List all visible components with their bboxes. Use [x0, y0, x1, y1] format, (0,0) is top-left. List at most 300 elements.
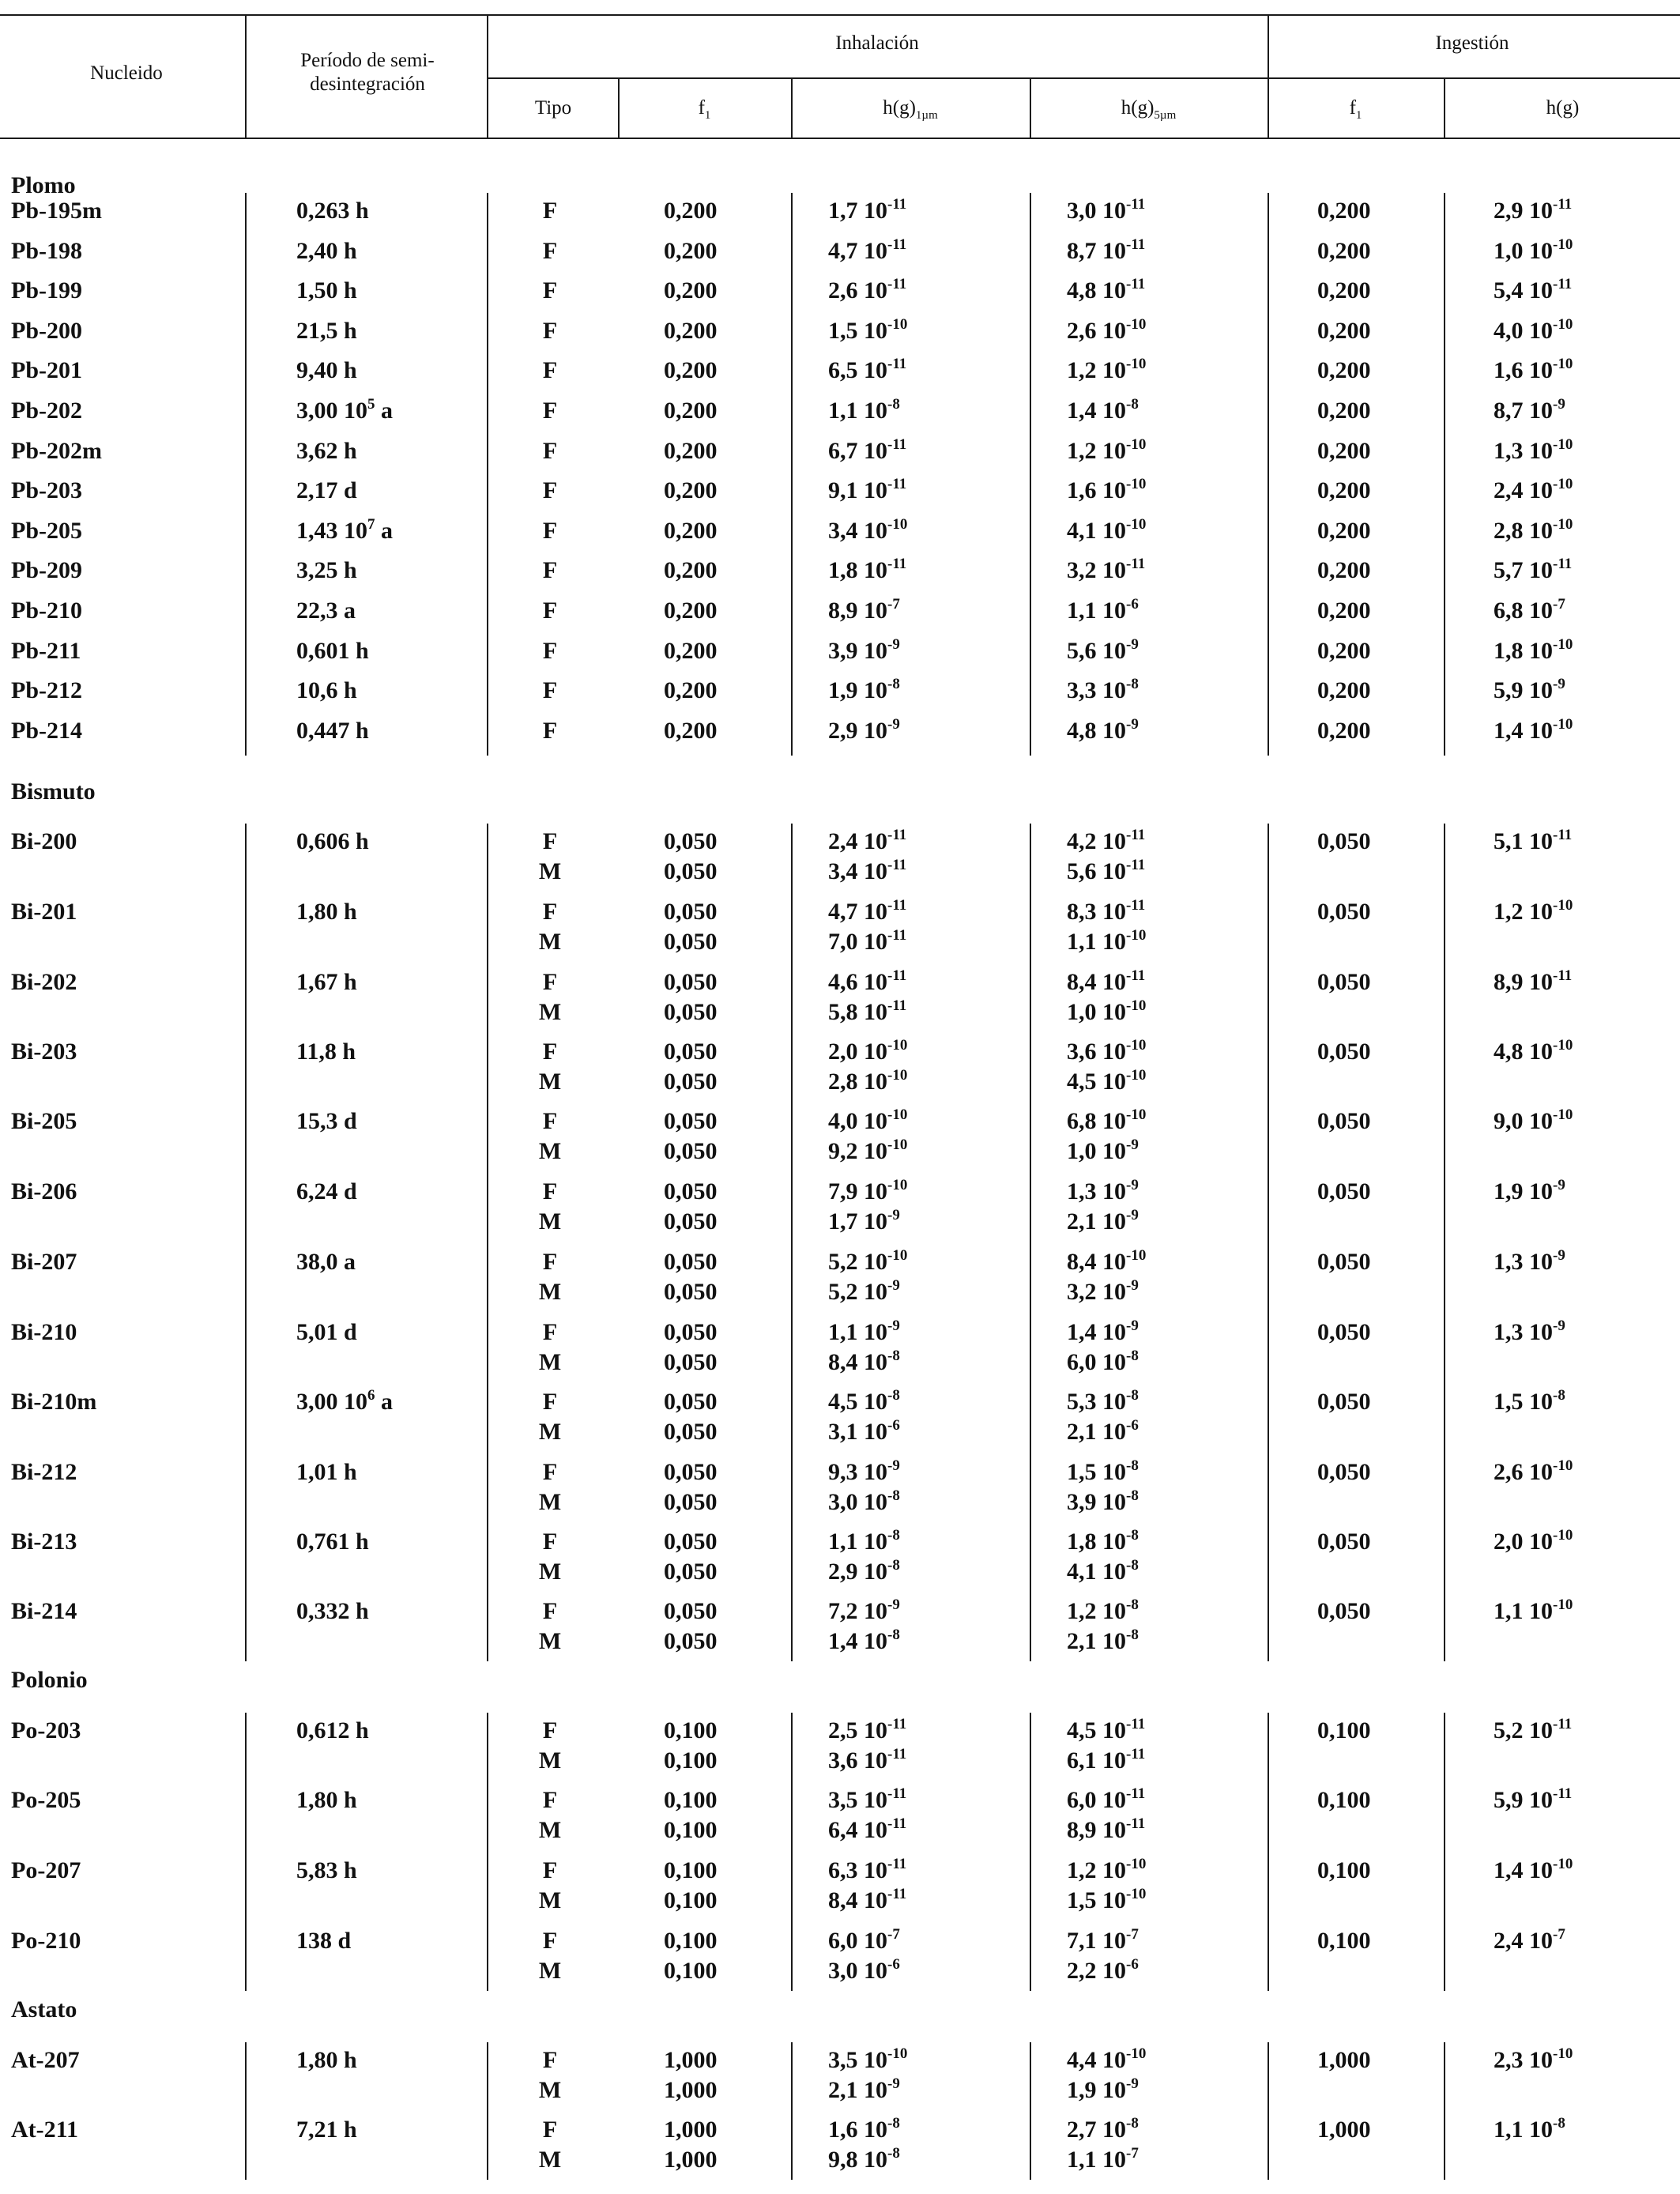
- half-life: 0,263 h: [296, 198, 369, 224]
- inhalation-h-5um: 6,1 $10^{-11}$: [1067, 1746, 1146, 1774]
- ingestion-h: 4,8 $10^{-10}$: [1494, 1037, 1573, 1065]
- absorption-type: F: [542, 2047, 558, 2073]
- absorption-type: F: [542, 1178, 558, 1204]
- ingestion-h: 1,5 $10^{-8}$: [1494, 1387, 1565, 1415]
- inhalation-h-5um: 2,6 $10^{-10}$: [1067, 316, 1147, 344]
- inhalation-h-5um: 8,7 $10^{-11}$: [1067, 236, 1146, 264]
- half-life: 21,5 h: [296, 318, 357, 344]
- nuclide-name: Pb-200: [11, 318, 82, 344]
- ingestion-h: 9,0 $10^{-10}$: [1494, 1106, 1573, 1134]
- column-rule: [1268, 824, 1269, 1661]
- absorption-type: F: [542, 277, 558, 303]
- inhalation-h-1um: 8,9 $10^{-7}$: [828, 596, 900, 624]
- inhalation-h-1um: 3,9 $10^{-9}$: [828, 636, 900, 664]
- ingestion-h: 1,3 $10^{-9}$: [1494, 1318, 1565, 1345]
- half-life: 3,25 h: [296, 557, 357, 583]
- ingestion-h: 1,3 $10^{-9}$: [1494, 1247, 1565, 1275]
- inhalation-h-5um: 8,4 $10^{-10}$: [1067, 1247, 1147, 1275]
- inhalation-f1: 0,050: [664, 1069, 718, 1095]
- nuclide-name: Bi-210m: [11, 1389, 97, 1415]
- inhalation-h-1um: 4,0 $10^{-10}$: [828, 1106, 908, 1134]
- column-rule: [1268, 2042, 1269, 2180]
- inhalation-h-1um: 5,2 $10^{-9}$: [828, 1277, 900, 1305]
- absorption-type: F: [542, 828, 558, 854]
- absorption-type: M: [538, 1958, 562, 1984]
- inhalation-f1: 0,200: [664, 677, 718, 703]
- ingestion-f1: 0,200: [1317, 518, 1371, 544]
- nuclide-name: Bi-206: [11, 1178, 77, 1204]
- nuclide-name: Po-210: [11, 1928, 81, 1954]
- header-f1: $f_1$: [698, 97, 711, 122]
- absorption-type: M: [538, 1628, 562, 1654]
- inhalation-h-1um: 9,2 $10^{-10}$: [828, 1137, 908, 1164]
- inhalation-h-1um: 1,1 $10^{-9}$: [828, 1318, 900, 1345]
- ingestion-h: 5,7 $10^{-11}$: [1494, 556, 1573, 583]
- inhalation-h-5um: 4,5 $10^{-11}$: [1067, 1716, 1146, 1744]
- absorption-type: M: [538, 1208, 562, 1235]
- ingestion-h: 2,8 $10^{-10}$: [1494, 516, 1573, 544]
- inhalation-f1: 0,200: [664, 557, 718, 583]
- ingestion-f1: 0,200: [1317, 477, 1371, 503]
- inhalation-h-5um: 7,1 $10^{-7}$: [1067, 1926, 1139, 1954]
- ingestion-f1: 0,050: [1317, 1598, 1371, 1624]
- header-vline: [245, 14, 247, 138]
- absorption-type: F: [542, 1108, 558, 1134]
- half-life: 1,01 h: [296, 1459, 357, 1485]
- inhalation-h-1um: 7,2 $10^{-9}$: [828, 1596, 900, 1624]
- ingestion-f1: 0,100: [1317, 1857, 1371, 1883]
- nuclide-name: Pb-205: [11, 518, 82, 544]
- inhalation-f1: 1,000: [664, 2077, 718, 2103]
- inhalation-f1: 1,000: [664, 2117, 718, 2143]
- column-rule: [487, 1713, 488, 1991]
- ingestion-f1: 0,050: [1317, 1178, 1371, 1204]
- header-h5um: $h(g)_{5\mu m}$: [1121, 97, 1177, 122]
- inhalation-f1: 0,050: [664, 929, 718, 955]
- half-life: 0,332 h: [296, 1598, 369, 1624]
- column-rule: [791, 824, 793, 1661]
- half-life: 138 d: [296, 1928, 352, 1954]
- ingestion-f1: 1,000: [1317, 2117, 1371, 2143]
- nuclide-name: Bi-207: [11, 1249, 77, 1275]
- nuclide-name: Pb-198: [11, 238, 82, 264]
- absorption-type: F: [542, 899, 558, 925]
- inhalation-h-1um: 4,7 $10^{-11}$: [828, 897, 907, 925]
- inhalation-h-1um: 1,8 $10^{-11}$: [828, 556, 907, 583]
- column-rule: [791, 193, 793, 756]
- absorption-type: M: [538, 999, 562, 1025]
- inhalation-h-1um: 2,9 $10^{-8}$: [828, 1557, 900, 1585]
- nuclide-name: Pb-212: [11, 677, 82, 703]
- ingestion-h: 5,9 $10^{-9}$: [1494, 676, 1565, 703]
- absorption-type: M: [538, 1489, 562, 1515]
- inhalation-h-1um: 1,7 $10^{-11}$: [828, 196, 907, 224]
- ingestion-f1: 0,200: [1317, 438, 1371, 464]
- absorption-type: F: [542, 238, 558, 264]
- inhalation-h-1um: 5,8 $10^{-11}$: [828, 997, 907, 1025]
- inhalation-f1: 0,050: [664, 1389, 718, 1415]
- ingestion-h: 2,9 $10^{-11}$: [1494, 196, 1573, 224]
- absorption-type: F: [542, 2117, 558, 2143]
- ingestion-h: 1,6 $10^{-10}$: [1494, 356, 1573, 383]
- half-life: 0,601 h: [296, 638, 369, 664]
- absorption-type: F: [542, 518, 558, 544]
- ingestion-f1: 0,200: [1317, 238, 1371, 264]
- half-life: 2,40 h: [296, 238, 357, 264]
- column-rule: [1030, 2042, 1031, 2180]
- inhalation-h-1um: 9,1 $10^{-11}$: [828, 476, 907, 503]
- ingestion-f1: 0,200: [1317, 357, 1371, 383]
- inhalation-h-1um: 1,4 $10^{-8}$: [828, 1627, 900, 1654]
- ingestion-h: 1,4 $10^{-10}$: [1494, 1856, 1573, 1883]
- inhalation-h-1um: 6,0 $10^{-7}$: [828, 1926, 900, 1954]
- ingestion-f1: 1,000: [1317, 2047, 1371, 2073]
- inhalation-f1: 0,050: [664, 1628, 718, 1654]
- nuclide-name: Pb-214: [11, 718, 82, 744]
- inhalation-f1: 0,050: [664, 1108, 718, 1134]
- nuclide-name: Bi-201: [11, 899, 77, 925]
- inhalation-h-1um: 2,1 $10^{-9}$: [828, 2075, 900, 2103]
- nuclide-name: Bi-213: [11, 1529, 77, 1555]
- inhalation-h-1um: 3,5 $10^{-11}$: [828, 1785, 907, 1813]
- absorption-type: M: [538, 1559, 562, 1585]
- absorption-type: F: [542, 357, 558, 383]
- absorption-type: F: [542, 198, 558, 224]
- inhalation-f1: 0,200: [664, 198, 718, 224]
- inhalation-f1: 0,100: [664, 1747, 718, 1774]
- inhalation-f1: 1,000: [664, 2147, 718, 2173]
- column-rule: [245, 193, 247, 756]
- inhalation-h-5um: 1,5 $10^{-8}$: [1067, 1457, 1139, 1485]
- nuclide-name: Pb-201: [11, 357, 82, 383]
- ingestion-h: 1,1 $10^{-8}$: [1494, 2115, 1565, 2143]
- inhalation-f1: 0,050: [664, 969, 718, 995]
- inhalation-h-1um: 1,6 $10^{-8}$: [828, 2115, 900, 2143]
- inhalation-h-1um: 8,4 $10^{-8}$: [828, 1348, 900, 1375]
- half-life: 3,62 h: [296, 438, 357, 464]
- inhalation-h-1um: 1,1 $10^{-8}$: [828, 396, 900, 424]
- inhalation-h-1um: 3,0 $10^{-6}$: [828, 1956, 900, 1984]
- half-life: 6,24 d: [296, 1178, 357, 1204]
- ingestion-h: 1,1 $10^{-10}$: [1494, 1596, 1573, 1624]
- header-h1um: $h(g)_{1\mu m}$: [883, 97, 938, 122]
- inhalation-f1: 0,100: [664, 1717, 718, 1744]
- absorption-type: F: [542, 1529, 558, 1555]
- inhalation-h-5um: 8,9 $10^{-11}$: [1067, 1815, 1146, 1843]
- inhalation-h-1um: 3,6 $10^{-11}$: [828, 1746, 907, 1774]
- nuclide-name: Pb-210: [11, 598, 82, 624]
- inhalation-h-5um: 1,5 $10^{-10}$: [1067, 1886, 1147, 1913]
- inhalation-f1: 0,100: [664, 1857, 718, 1883]
- ingestion-f1: 0,200: [1317, 718, 1371, 744]
- half-life: 1,67 h: [296, 969, 357, 995]
- ingestion-f1: 0,200: [1317, 677, 1371, 703]
- header-vline: [487, 14, 488, 138]
- inhalation-f1: 0,050: [664, 1178, 718, 1204]
- nuclide-name: Bi-214: [11, 1598, 77, 1624]
- ingestion-f1: 0,050: [1317, 1249, 1371, 1275]
- inhalation-f1: 0,050: [664, 1039, 718, 1065]
- ingestion-h: 1,8 $10^{-10}$: [1494, 636, 1573, 664]
- column-rule: [1444, 824, 1445, 1661]
- inhalation-h-1um: 7,9 $10^{-10}$: [828, 1177, 908, 1204]
- inhalation-h-5um: 3,2 $10^{-11}$: [1067, 556, 1146, 583]
- column-rule: [487, 193, 488, 756]
- inhalation-h-5um: 1,9 $10^{-9}$: [1067, 2075, 1139, 2103]
- nuclide-name: Pb-209: [11, 557, 82, 583]
- absorption-type: F: [542, 677, 558, 703]
- ingestion-h: 4,0 $10^{-10}$: [1494, 316, 1573, 344]
- inhalation-h-5um: 1,3 $10^{-9}$: [1067, 1177, 1139, 1204]
- half-life: 11,8 h: [296, 1039, 356, 1065]
- ingestion-f1: 0,200: [1317, 557, 1371, 583]
- inhalation-h-1um: 2,4 $10^{-11}$: [828, 827, 907, 854]
- column-rule: [1268, 1713, 1269, 1991]
- inhalation-h-1um: 6,7 $10^{-11}$: [828, 436, 907, 464]
- ingestion-h: 1,9 $10^{-9}$: [1494, 1177, 1565, 1204]
- column-rule: [1444, 193, 1445, 756]
- absorption-type: M: [538, 2077, 562, 2103]
- inhalation-h-5um: 5,6 $10^{-11}$: [1067, 857, 1146, 884]
- inhalation-h-5um: 8,3 $10^{-11}$: [1067, 897, 1146, 925]
- inhalation-h-5um: 1,2 $10^{-10}$: [1067, 1856, 1147, 1883]
- nuclide-name: Pb-202m: [11, 438, 102, 464]
- nuclide-name: Po-203: [11, 1717, 81, 1744]
- inhalation-h-1um: 1,1 $10^{-8}$: [828, 1527, 900, 1555]
- inhalation-h-1um: 4,5 $10^{-8}$: [828, 1387, 900, 1415]
- ingestion-h: 1,0 $10^{-10}$: [1494, 236, 1573, 264]
- absorption-type: F: [542, 1459, 558, 1485]
- inhalation-h-5um: 3,3 $10^{-8}$: [1067, 676, 1139, 703]
- ingestion-f1: 0,200: [1317, 277, 1371, 303]
- inhalation-h-5um: 1,0 $10^{-10}$: [1067, 997, 1147, 1025]
- group-heading: Bismuto: [11, 778, 96, 805]
- nuclide-name: Pb-202: [11, 398, 82, 424]
- inhalation-h-5um: 3,0 $10^{-11}$: [1067, 196, 1146, 224]
- inhalation-h-5um: 4,5 $10^{-10}$: [1067, 1067, 1147, 1095]
- nuclide-name: At-211: [11, 2117, 78, 2143]
- half-life: 1,80 h: [296, 2047, 357, 2073]
- nuclide-name: Bi-210: [11, 1319, 77, 1345]
- header-tipo: Tipo: [534, 97, 572, 119]
- inhalation-f1: 0,100: [664, 1787, 718, 1813]
- absorption-type: M: [538, 929, 562, 955]
- absorption-type: F: [542, 318, 558, 344]
- column-rule: [245, 824, 247, 1661]
- absorption-type: M: [538, 1279, 562, 1305]
- inhalation-h-5um: 1,2 $10^{-10}$: [1067, 356, 1147, 383]
- ingestion-h: 5,1 $10^{-11}$: [1494, 827, 1573, 854]
- absorption-type: F: [542, 969, 558, 995]
- nuclide-name: Pb-203: [11, 477, 82, 503]
- ingestion-h: 1,2 $10^{-10}$: [1494, 897, 1573, 925]
- inhalation-f1: 0,200: [664, 718, 718, 744]
- inhalation-h-5um: 4,8 $10^{-11}$: [1067, 276, 1146, 303]
- ingestion-f1: 0,100: [1317, 1928, 1371, 1954]
- inhalation-h-5um: 8,4 $10^{-11}$: [1067, 967, 1146, 995]
- inhalation-h-5um: 3,6 $10^{-10}$: [1067, 1037, 1147, 1065]
- group-heading: Polonio: [11, 1667, 88, 1693]
- inhalation-h-1um: 3,4 $10^{-11}$: [828, 857, 907, 884]
- ingestion-f1: 0,200: [1317, 638, 1371, 664]
- ingestion-h: 6,8 $10^{-7}$: [1494, 596, 1565, 624]
- inhalation-f1: 0,200: [664, 438, 718, 464]
- inhalation-h-5um: 1,2 $10^{-8}$: [1067, 1596, 1139, 1624]
- inhalation-h-1um: 4,6 $10^{-11}$: [828, 967, 907, 995]
- inhalation-h-5um: 4,1 $10^{-8}$: [1067, 1557, 1139, 1585]
- inhalation-f1: 0,050: [664, 1349, 718, 1375]
- inhalation-h-5um: 2,1 $10^{-9}$: [1067, 1207, 1139, 1235]
- inhalation-f1: 0,050: [664, 858, 718, 884]
- ingestion-f1: 0,050: [1317, 1108, 1371, 1134]
- ingestion-h: 2,4 $10^{-10}$: [1494, 476, 1573, 503]
- absorption-type: M: [538, 1817, 562, 1843]
- absorption-type: F: [542, 638, 558, 664]
- inhalation-f1: 0,050: [664, 828, 718, 854]
- inhalation-h-5um: 4,2 $10^{-11}$: [1067, 827, 1146, 854]
- inhalation-h-5um: 6,8 $10^{-10}$: [1067, 1106, 1147, 1134]
- half-life: 10,6 h: [296, 677, 357, 703]
- inhalation-h-1um: 7,0 $10^{-11}$: [828, 927, 907, 955]
- column-rule: [791, 1713, 793, 1991]
- inhalation-h-5um: 2,7 $10^{-8}$: [1067, 2115, 1139, 2143]
- ingestion-f1: 0,050: [1317, 1529, 1371, 1555]
- ingestion-f1: 0,050: [1317, 1459, 1371, 1485]
- column-rule: [245, 1713, 247, 1991]
- nuclide-name: Bi-203: [11, 1039, 77, 1065]
- nuclide-name: At-207: [11, 2047, 80, 2073]
- inhalation-f1: 1,000: [664, 2047, 718, 2073]
- inhalation-f1: 0,100: [664, 1817, 718, 1843]
- column-rule: [1268, 193, 1269, 756]
- half-life: 1,80 h: [296, 899, 357, 925]
- half-life: 15,3 d: [296, 1108, 357, 1134]
- group-heading: Astato: [11, 1996, 77, 2022]
- ingestion-f1: 0,200: [1317, 318, 1371, 344]
- half-life: 0,612 h: [296, 1717, 369, 1744]
- half-life: 1,80 h: [296, 1787, 357, 1813]
- ingestion-f1: 0,200: [1317, 598, 1371, 624]
- inhalation-h-1um: 2,9 $10^{-9}$: [828, 716, 900, 744]
- inhalation-h-5um: 5,6 $10^{-9}$: [1067, 636, 1139, 664]
- column-rule: [1030, 1713, 1031, 1991]
- inhalation-f1: 0,050: [664, 999, 718, 1025]
- inhalation-f1: 0,100: [664, 1928, 718, 1954]
- column-rule: [487, 2042, 488, 2180]
- absorption-type: M: [538, 1747, 562, 1774]
- column-rule: [1030, 193, 1031, 756]
- nuclide-name: Bi-212: [11, 1459, 77, 1485]
- absorption-type: F: [542, 718, 558, 744]
- absorption-type: F: [542, 1928, 558, 1954]
- inhalation-h-1um: 6,3 $10^{-11}$: [828, 1856, 907, 1883]
- absorption-type: F: [542, 1389, 558, 1415]
- inhalation-h-5um: 1,6 $10^{-10}$: [1067, 476, 1147, 503]
- inhalation-h-5um: 2,1 $10^{-8}$: [1067, 1627, 1139, 1654]
- inhalation-f1: 0,050: [664, 1138, 718, 1164]
- inhalation-f1: 0,050: [664, 1279, 718, 1305]
- inhalation-f1: 0,050: [664, 1459, 718, 1485]
- absorption-type: F: [542, 477, 558, 503]
- absorption-type: F: [542, 1598, 558, 1624]
- absorption-type: M: [538, 1887, 562, 1913]
- inhalation-h-1um: 1,7 $10^{-9}$: [828, 1207, 900, 1235]
- inhalation-h-1um: 2,0 $10^{-10}$: [828, 1037, 908, 1065]
- absorption-type: F: [542, 598, 558, 624]
- ingestion-h: 8,9 $10^{-11}$: [1494, 967, 1573, 995]
- inhalation-h-5um: 1,4 $10^{-9}$: [1067, 1318, 1139, 1345]
- column-rule: [1444, 2042, 1445, 2180]
- absorption-type: F: [542, 1717, 558, 1744]
- inhalation-h-1um: 1,5 $10^{-10}$: [828, 316, 908, 344]
- half-life: 38,0 a: [296, 1249, 356, 1275]
- inhalation-h-1um: 6,5 $10^{-11}$: [828, 356, 907, 383]
- half-life: 3,00 $10^6$ a: [296, 1387, 393, 1415]
- inhalation-h-1um: 5,2 $10^{-10}$: [828, 1247, 908, 1275]
- inhalation-h-1um: 1,9 $10^{-8}$: [828, 676, 900, 703]
- column-rule: [487, 824, 488, 1661]
- half-life: 2,17 d: [296, 477, 357, 503]
- ingestion-h: 2,3 $10^{-10}$: [1494, 2045, 1573, 2073]
- inhalation-h-1um: 9,8 $10^{-8}$: [828, 2145, 900, 2173]
- inhalation-f1: 0,050: [664, 1208, 718, 1235]
- inhalation-h-5um: 3,9 $10^{-8}$: [1067, 1487, 1139, 1515]
- half-life: 1,50 h: [296, 277, 357, 303]
- inhalation-h-1um: 2,8 $10^{-10}$: [828, 1067, 908, 1095]
- inhalation-f1: 0,050: [664, 1559, 718, 1585]
- inhalation-f1: 0,100: [664, 1887, 718, 1913]
- inhalation-h-5um: 1,8 $10^{-8}$: [1067, 1527, 1139, 1555]
- ingestion-f1: 0,050: [1317, 1039, 1371, 1065]
- column-rule: [791, 2042, 793, 2180]
- inhalation-f1: 0,100: [664, 1958, 718, 1984]
- ingestion-h: 2,6 $10^{-10}$: [1494, 1457, 1573, 1485]
- ingestion-h: 1,4 $10^{-10}$: [1494, 716, 1573, 744]
- ingestion-f1: 0,050: [1317, 828, 1371, 854]
- inhalation-h-1um: 4,7 $10^{-11}$: [828, 236, 907, 264]
- inhalation-h-1um: 3,1 $10^{-6}$: [828, 1417, 900, 1445]
- absorption-type: F: [542, 1249, 558, 1275]
- absorption-type: M: [538, 858, 562, 884]
- inhalation-h-5um: 4,1 $10^{-10}$: [1067, 516, 1147, 544]
- header-ingestion: Ingestión: [1435, 32, 1509, 54]
- nuclide-name: Bi-205: [11, 1108, 77, 1134]
- absorption-type: F: [542, 1319, 558, 1345]
- ingestion-f1: 0,050: [1317, 969, 1371, 995]
- table-top-rule: [0, 14, 1680, 16]
- half-life: 0,606 h: [296, 828, 369, 854]
- ingestion-f1: 0,050: [1317, 1389, 1371, 1415]
- inhalation-f1: 0,050: [664, 1489, 718, 1515]
- inhalation-f1: 0,200: [664, 357, 718, 383]
- inhalation-h-5um: 1,2 $10^{-10}$: [1067, 436, 1147, 464]
- column-rule: [1444, 1713, 1445, 1991]
- absorption-type: F: [542, 1787, 558, 1813]
- inhalation-h-1um: 3,4 $10^{-10}$: [828, 516, 908, 544]
- inhalation-f1: 0,050: [664, 1419, 718, 1445]
- header-subdivider: [488, 77, 1680, 79]
- nuclide-name: Pb-199: [11, 277, 82, 303]
- inhalation-f1: 0,200: [664, 598, 718, 624]
- inhalation-f1: 0,200: [664, 238, 718, 264]
- ingestion-h: 2,0 $10^{-10}$: [1494, 1527, 1573, 1555]
- absorption-type: M: [538, 2147, 562, 2173]
- half-life: 22,3 a: [296, 598, 356, 624]
- nuclide-name: Bi-202: [11, 969, 77, 995]
- inhalation-h-1um: 9,3 $10^{-9}$: [828, 1457, 900, 1485]
- inhalation-h-5um: 4,8 $10^{-9}$: [1067, 716, 1139, 744]
- inhalation-f1: 0,200: [664, 638, 718, 664]
